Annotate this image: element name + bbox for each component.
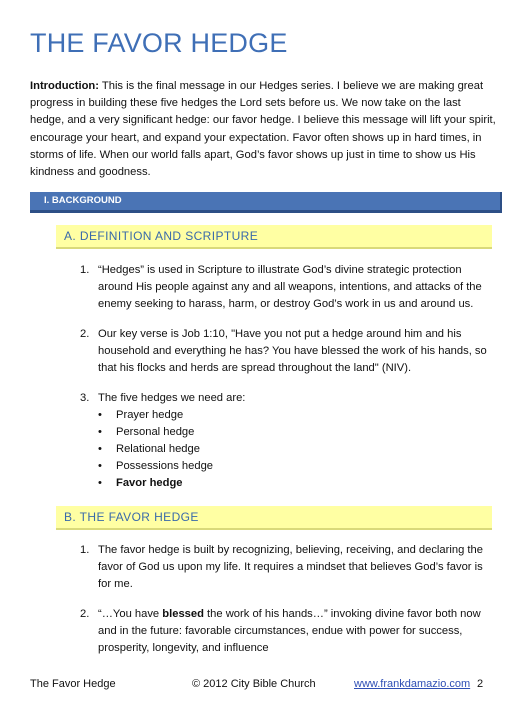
section-heading-background: I. BACKGROUND: [30, 192, 502, 213]
bullet-icon: •: [98, 426, 102, 438]
introduction-text: This is the final message in our Hedges series. I believe we are making great progress in building these five hedges the Lord sets before us. We now take on the last hedge, and a very significant hedge: our favor hedge. I believe this message will lift your spirit, encourage your heart, and expand your expectation. Favor often shows up in hard times, in storms of life. When our world falls apart, God’s favor shows up just in time to show us His kindness and goodness.: [30, 80, 496, 179]
introduction-paragraph: [30, 78, 496, 181]
bullet-text: Favor hedge: [116, 477, 183, 489]
list-text: [98, 606, 493, 658]
page-title: THE FAVOR HEDGE: [30, 28, 288, 58]
bullet-icon: •: [98, 460, 102, 472]
footer-title: The Favor Hedge: [30, 678, 116, 690]
list-text: “Hedges” is used in Scripture to illustrate God’s divine strategic protection around His people against any and all weapons, intentions, and attacks of the enemy seeking to harass, harm, or destroy God’s work in us and around us.: [98, 264, 482, 311]
bullet-text: Relational hedge: [116, 443, 200, 455]
bullet-text: Personal hedge: [116, 426, 195, 438]
list-number: 3.: [80, 392, 90, 404]
list-text: The five hedges we need are:: [98, 392, 246, 404]
list-text: The favor hedge is built by recognizing, believing, receiving, and declaring the favor of God us upon my life. It requires a mindset that believes God’s favor is for me.: [98, 544, 483, 591]
footer-website-link[interactable]: www.frankdamazio.com: [354, 678, 471, 690]
introduction-label: Introduction:: [30, 80, 99, 92]
list-text-end: the work of his hands…” invoking divine favor both now and in the future: favorable circumstances, endue with power for success, prosperity, longevity, and influence: [98, 608, 481, 655]
list-text: Our key verse is Job 1:10, "Have you not put a hedge around him and his household and everything he has? You have blessed the work of his hands, so that his flocks and herds are spread throughout the land" (NIV).: [98, 328, 487, 375]
subheading-the-favor-hedge: B. THE FAVOR HEDGE: [56, 506, 492, 530]
bullet-text: Possessions hedge: [116, 460, 214, 472]
list-number: 2.: [80, 328, 90, 340]
list-text-start: “…You have: [98, 608, 163, 620]
footer-page-number: 2: [477, 678, 484, 690]
list-number: 1.: [80, 544, 90, 556]
list-number: 1.: [80, 264, 90, 276]
bullet-text: Prayer hedge: [116, 409, 184, 421]
bullet-icon: •: [98, 409, 102, 421]
bullet-icon: •: [98, 443, 102, 455]
footer-copyright: © 2012 City Bible Church: [192, 678, 316, 690]
subheading-definition-and-scripture: A. DEFINITION AND SCRIPTURE: [56, 225, 492, 249]
list-number: 2.: [80, 608, 90, 620]
bullet-icon: •: [98, 477, 102, 489]
list-text-bold: blessed: [162, 608, 204, 620]
